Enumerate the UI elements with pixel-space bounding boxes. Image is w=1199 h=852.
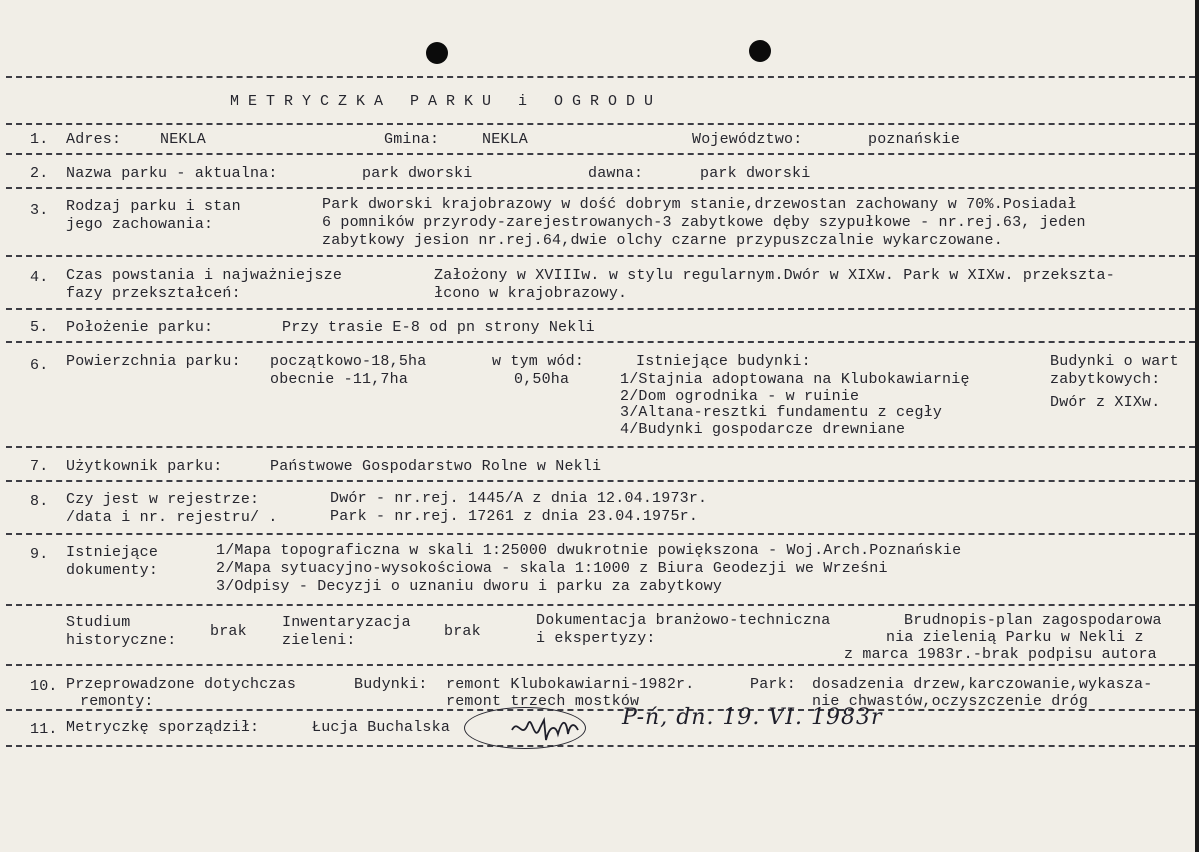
divider — [6, 76, 1195, 78]
register-entry: Park - nr.rej. 17261 z dnia 23.04.1975r. — [330, 508, 699, 525]
punch-hole-right — [749, 40, 771, 62]
renovations-label: remonty: — [80, 693, 154, 710]
row-number: 4. — [30, 269, 49, 286]
divider — [6, 745, 1195, 747]
voivodeship-value: poznańskie — [868, 131, 961, 148]
divider — [6, 446, 1195, 448]
voivodeship-label: Województwo: — [692, 131, 803, 148]
building-item: 1/Stajnia adoptowana na Klubokawiarnię — [620, 371, 970, 388]
greenery-inventory-value: brak — [444, 623, 481, 640]
punch-hole-left — [426, 42, 448, 64]
row-number: 1. — [30, 131, 49, 148]
row-number: 6. — [30, 357, 49, 374]
divider — [6, 480, 1195, 482]
divider — [6, 341, 1195, 343]
area-label: Powierzchnia parku: — [66, 353, 241, 370]
divider — [6, 604, 1195, 606]
park-type-text: 6 pomników przyrody-zarejestrowanych-3 zabytkowe dęby szypułkowe - nr.rej.63, jeden — [322, 214, 1086, 231]
park-type-label: Rodzaj parku i stan — [66, 198, 241, 215]
buildings-label: Istniejące budynki: — [636, 353, 811, 370]
gmina-label: Gmina: — [384, 131, 440, 148]
draft-plan-text: z marca 1983r.-brak podpisu autora — [844, 646, 1157, 663]
park-name-label: Nazwa parku - aktualna: — [66, 165, 278, 182]
historical-study-label: Studium — [66, 614, 131, 631]
building-item: 2/Dom ogrodnika - w ruinie — [620, 388, 860, 405]
area-initial: początkowo-18,5ha — [270, 353, 427, 370]
row-number: 9. — [30, 546, 49, 563]
address-value: NEKLA — [160, 131, 207, 148]
documents-label: Istniejące — [66, 544, 159, 561]
divider — [6, 664, 1195, 666]
building-item: 3/Altana-resztki fundamentu z cegły — [620, 404, 943, 421]
buildings-renovation-label: Budynki: — [354, 676, 428, 693]
register-label: Czy jest w rejestrze: — [66, 491, 260, 508]
park-name-former: park dworski — [700, 165, 811, 182]
valuable-buildings-value: Dwór z XIXw. — [1050, 394, 1161, 411]
divider — [6, 153, 1195, 155]
divider — [6, 533, 1195, 535]
gmina-value: NEKLA — [482, 131, 529, 148]
history-text: Założony w XVIIIw. w stylu regularnym.Dwór w XIXw. Park w XIXw. przekszta- — [434, 267, 1115, 284]
author-name: Łucja Buchalska — [312, 719, 451, 736]
document-item: 1/Mapa topograficzna w skali 1:25000 dwukrotnie powiększona - Woj.Arch.Poznańskie — [216, 542, 962, 559]
park-renovation-label: Park: — [750, 676, 797, 693]
row-number: 5. — [30, 319, 49, 336]
history-label: fazy przekształceń: — [66, 285, 241, 302]
park-type-text: zabytkowy jesion nr.rej.64,dwie olchy czarne przypuszczalnie wykarczowane. — [322, 232, 1003, 249]
row-number: 3. — [30, 202, 49, 219]
divider — [6, 308, 1195, 310]
user-value: Państwowe Gospodarstwo Rolne w Nekli — [270, 458, 602, 475]
row-number: 2. — [30, 165, 49, 182]
location-label: Położenie parku: — [66, 319, 214, 336]
history-label: Czas powstania i najważniejsze — [66, 267, 343, 284]
row-number: 7. — [30, 458, 49, 475]
row-number: 11. — [30, 721, 58, 738]
row-number: 10. — [30, 678, 58, 695]
location-value: Przy trasie E-8 od pn strony Nekli — [282, 319, 595, 336]
technical-docs-label: Dokumentacja branżowo-techniczna — [536, 612, 831, 629]
technical-docs-label: i ekspertyzy: — [536, 630, 656, 647]
area-current: obecnie -11,7ha — [270, 371, 409, 388]
park-name-former-label: dawna: — [588, 165, 644, 182]
handwritten-signature — [508, 710, 588, 748]
register-label: /data i nr. rejestru/ . — [66, 509, 278, 526]
valuable-buildings-label: zabytkowych: — [1050, 371, 1161, 388]
building-item: 4/Budynki gospodarcze drewniane — [620, 421, 906, 438]
history-text: łcono w krajobrazowy. — [434, 285, 628, 302]
scan-edge — [1195, 0, 1199, 852]
park-renovation-text: nie chwastów,oczyszczenie dróg — [812, 693, 1089, 710]
handwritten-date: P-ń, dn. 19. VI. 1983r — [622, 705, 883, 730]
draft-plan-text: Brudnopis-plan zagospodarowa — [904, 612, 1162, 629]
row-number: 8. — [30, 493, 49, 510]
author-label: Metryczkę sporządził: — [66, 719, 260, 736]
greenery-inventory-label: zieleni: — [282, 632, 356, 649]
water-value: 0,50ha — [514, 371, 570, 388]
document-item: 2/Mapa sytuacyjno-wysokościowa - skala 1:1000 z Biura Geodezji we Wrześni — [216, 560, 888, 577]
divider — [6, 123, 1195, 125]
water-label: w tym wód: — [492, 353, 585, 370]
buildings-renovation-text: remont Klubokawiarni-1982r. — [446, 676, 695, 693]
divider — [6, 187, 1195, 189]
park-type-label: jego zachowania: — [66, 216, 214, 233]
card-title: METRYCZKA PARKU i OGRODU — [230, 93, 663, 110]
buildings-renovation-text: remont trzech mostków — [446, 693, 640, 710]
renovations-label: Przeprowadzone dotychczas — [66, 676, 297, 693]
park-type-text: Park dworski krajobrazowy w dość dobrym stanie,drzewostan zachowany w 70%.Posiadał — [322, 196, 1077, 213]
user-label: Użytkownik parku: — [66, 458, 223, 475]
historical-study-value: brak — [210, 623, 247, 640]
park-name-current: park dworski — [362, 165, 473, 182]
address-label: Adres: — [66, 131, 122, 148]
valuable-buildings-label: Budynki o wart — [1050, 353, 1179, 370]
documents-label: dokumenty: — [66, 562, 159, 579]
document-item: 3/Odpisy - Decyzji o uznaniu dworu i parku za zabytkowy — [216, 578, 723, 595]
divider — [6, 255, 1195, 257]
register-entry: Dwór - nr.rej. 1445/A z dnia 12.04.1973r. — [330, 490, 708, 507]
historical-study-label: historyczne: — [66, 632, 177, 649]
park-renovation-text: dosadzenia drzew,karczowanie,wykasza- — [812, 676, 1153, 693]
draft-plan-text: nia zielenią Parku w Nekli z — [886, 629, 1144, 646]
greenery-inventory-label: Inwentaryzacja — [282, 614, 411, 631]
